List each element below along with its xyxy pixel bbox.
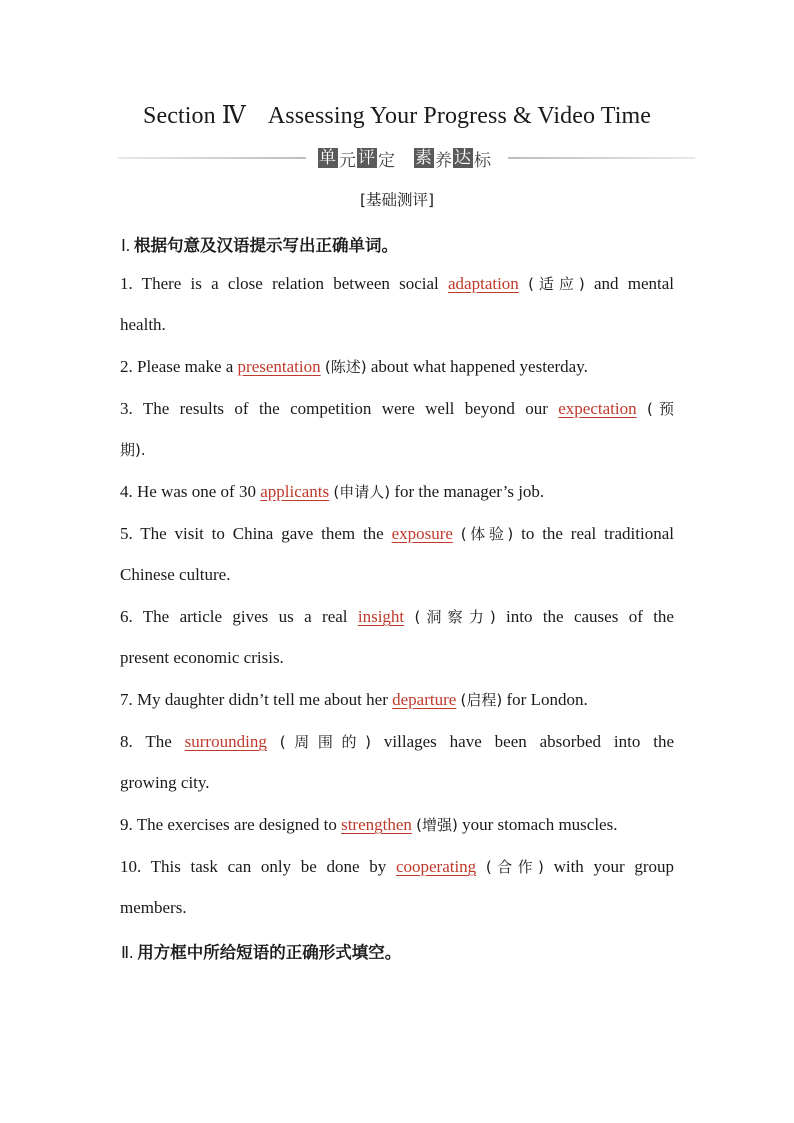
- question-text: 10. This task can only be done by: [120, 857, 396, 876]
- question-7: [120, 690, 674, 710]
- chinese-hint: (预: [647, 400, 675, 418]
- title-section: Section Ⅳ: [143, 103, 246, 129]
- question-9: [120, 815, 674, 835]
- question-text: 1. There is a close relation between social: [120, 274, 448, 293]
- question-1: [120, 274, 674, 294]
- question-text: with your group: [543, 857, 674, 876]
- question-5-cont: Chinese culture.: [120, 565, 231, 584]
- answer-word: expectation: [558, 399, 637, 418]
- question-text: about what happened yesterday.: [366, 357, 588, 376]
- chinese-hint: (申请人): [333, 483, 391, 501]
- banner-char: 养: [435, 150, 453, 171]
- section-subheading: [基础测评]: [359, 191, 435, 209]
- chinese-hint: 期).: [120, 441, 146, 459]
- question-text: 5. The visit to China gave them the: [120, 524, 392, 543]
- banner-rule-right: [508, 157, 695, 159]
- banner-char: 标: [474, 150, 492, 171]
- question-text: for the manager’s job.: [390, 482, 545, 501]
- answer-word: strengthen: [341, 815, 412, 834]
- question-2: [120, 357, 674, 377]
- unit-banner: [0, 146, 794, 170]
- question-text: 4. He was one of 30: [120, 482, 261, 501]
- page-title: [0, 101, 794, 130]
- chinese-hint: (合作): [485, 858, 544, 876]
- answer-word: applicants: [260, 482, 330, 501]
- question-8: [120, 732, 674, 752]
- question-4: [120, 482, 674, 502]
- answer-word: departure: [392, 690, 457, 709]
- part1-heading: [121, 232, 398, 256]
- part2-heading: [121, 939, 401, 963]
- chinese-hint: (适应): [528, 275, 585, 293]
- question-text: and mental: [584, 274, 675, 293]
- banner-label: [318, 146, 492, 170]
- question-text: your stomach muscles.: [457, 815, 618, 834]
- banner-char: 元: [339, 150, 357, 171]
- question-text: villages have been absorbed into the: [371, 732, 675, 751]
- part2-instruction: 用方框中所给短语的正确形式填空。: [137, 943, 402, 962]
- banner-char: 评: [358, 148, 376, 168]
- part1-instruction: 根据句意及汉语提示写出正确单词。: [134, 236, 398, 255]
- question-1-cont: health.: [120, 315, 166, 334]
- chinese-hint: (洞察力): [414, 608, 496, 626]
- answer-word: exposure: [391, 524, 453, 543]
- chinese-hint: (周围的): [279, 733, 372, 751]
- question-5: [120, 524, 674, 544]
- question-3-cont: [120, 440, 674, 460]
- question-6: [120, 607, 674, 627]
- answer-word: cooperating: [395, 857, 477, 876]
- question-text: 2. Please make a: [120, 357, 238, 376]
- question-6-cont: present economic crisis.: [120, 648, 284, 667]
- banner-rule-left: [118, 157, 306, 159]
- chinese-hint: (增强): [416, 816, 458, 834]
- question-8-cont: growing city.: [120, 773, 210, 792]
- question-10: [120, 857, 674, 877]
- answer-word: adaptation: [448, 274, 519, 293]
- banner-char: 定: [378, 150, 396, 171]
- answer-word: presentation: [237, 357, 321, 376]
- answer-word: surrounding: [184, 732, 267, 751]
- question-3: [120, 399, 674, 419]
- banner-char: 素: [415, 148, 433, 168]
- answer-word: insight: [357, 607, 405, 626]
- question-text: for London.: [502, 690, 588, 709]
- chinese-hint: (体验): [460, 525, 514, 543]
- part2-number: Ⅱ.: [121, 943, 134, 962]
- question-text: 7. My daughter didn’t tell me about her: [120, 690, 393, 709]
- question-text: to the real traditional: [513, 524, 674, 543]
- part1-number: Ⅰ.: [121, 236, 130, 255]
- banner-char: 达: [454, 148, 472, 168]
- chinese-hint: (陈述): [324, 358, 367, 376]
- question-text: 6. The article gives us a real: [120, 607, 358, 626]
- title-text: Assessing Your Progress & Video Time: [267, 103, 651, 129]
- question-text: 8. The: [120, 732, 185, 751]
- question-text: 9. The exercises are designed to: [120, 815, 342, 834]
- question-text: 3. The results of the competition were well beyond our: [120, 399, 559, 418]
- question-10-cont: members.: [120, 898, 187, 917]
- chinese-hint: (启程): [460, 691, 503, 709]
- banner-char: 单: [319, 148, 337, 168]
- question-text: into the causes of the: [495, 607, 674, 626]
